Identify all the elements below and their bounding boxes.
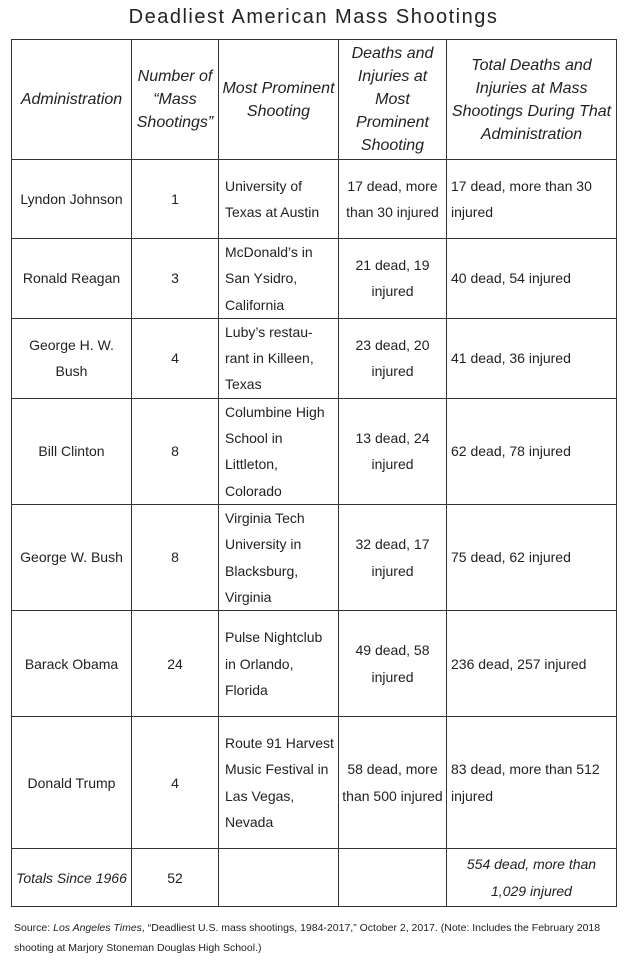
cell-number: 8 — [132, 398, 219, 504]
cell-number: 4 — [132, 318, 219, 398]
cell-total: 40 dead, 54 injured — [447, 239, 617, 319]
header-administration: Administration — [12, 40, 132, 160]
header-deaths-injuries-prominent: Deaths and Injuries at Most Prominent Shooting — [339, 40, 447, 160]
source-note — [14, 918, 614, 958]
table-row — [12, 398, 617, 504]
cell-number: 3 — [132, 239, 219, 319]
cell-shooting: Luby’s restau-rant in Killeen, Texas — [219, 318, 339, 398]
cell-deaths: 13 dead, 24 injured — [339, 398, 447, 504]
cell-administration: Donald Trump — [12, 717, 132, 849]
cell-shooting: Route 91 Harvest Music Festival in Las Vegas, Nevada — [219, 717, 339, 849]
totals-label: Totals Since 1966 — [12, 849, 132, 907]
cell-shooting: McDonald’s in San Ysidro, California — [219, 239, 339, 319]
table-row — [12, 318, 617, 398]
totals-total: 554 dead, more than 1,029 injured — [447, 849, 617, 907]
table-row — [12, 717, 617, 849]
cell-shooting: Pulse Nightclub in Orlando, Florida — [219, 611, 339, 717]
cell-number: 1 — [132, 160, 219, 239]
totals-deaths — [339, 849, 447, 907]
cell-administration: Lyndon Johnson — [12, 160, 132, 239]
cell-deaths: 49 dead, 58 injured — [339, 611, 447, 717]
header-number-of-shootings: Number of “Mass Shootings” — [132, 40, 219, 160]
cell-number: 8 — [132, 504, 219, 610]
cell-deaths: 23 dead, 20 injured — [339, 318, 447, 398]
cell-deaths: 32 dead, 17 injured — [339, 504, 447, 610]
cell-shooting: University of Texas at Austin — [219, 160, 339, 239]
cell-number: 24 — [132, 611, 219, 717]
cell-deaths: 58 dead, more than 500 injured — [339, 717, 447, 849]
table-row — [12, 504, 617, 610]
cell-total: 62 dead, 78 injured — [447, 398, 617, 504]
cell-number: 4 — [132, 717, 219, 849]
cell-shooting: Columbine High School in Littleton, Colorado — [219, 398, 339, 504]
totals-shooting — [219, 849, 339, 907]
table-row — [12, 160, 617, 239]
source-details: , “Deadliest U.S. mass shootings, 1984-2017,” October 2, 2017. (Note: Includes the February 2018 shooting at Marjory Stoneman Douglas High School.) — [14, 922, 601, 954]
cell-total: 83 dead, more than 512 injured — [447, 717, 617, 849]
cell-total: 17 dead, more than 30 injured — [447, 160, 617, 239]
table-header-row — [12, 40, 617, 160]
cell-administration: George H. W. Bush — [12, 318, 132, 398]
totals-number: 52 — [132, 849, 219, 907]
cell-administration: George W. Bush — [12, 504, 132, 610]
cell-administration: Barack Obama — [12, 611, 132, 717]
totals-row — [12, 849, 617, 907]
cell-total: 75 dead, 62 injured — [447, 504, 617, 610]
page-title: Deadliest American Mass Shootings — [128, 6, 499, 28]
header-total-deaths-injuries: Total Deaths and Injuries at Mass Shootings During That Administration — [447, 40, 617, 160]
cell-administration: Ronald Reagan — [12, 239, 132, 319]
cell-administration: Bill Clinton — [12, 398, 132, 504]
header-most-prominent-shooting: Most Prominent Shooting — [219, 40, 339, 160]
shootings-table — [11, 39, 617, 907]
table-row — [12, 611, 617, 717]
source-prefix: Source: — [14, 922, 54, 934]
source-publication: Los Angeles Times — [53, 922, 142, 934]
cell-total: 41 dead, 36 injured — [447, 318, 617, 398]
cell-total: 236 dead, 257 injured — [447, 611, 617, 717]
cell-shooting: Virginia Tech University in Blacksburg, Virginia — [219, 504, 339, 610]
cell-deaths: 17 dead, more than 30 injured — [339, 160, 447, 239]
table-row — [12, 239, 617, 319]
cell-deaths: 21 dead, 19 injured — [339, 239, 447, 319]
